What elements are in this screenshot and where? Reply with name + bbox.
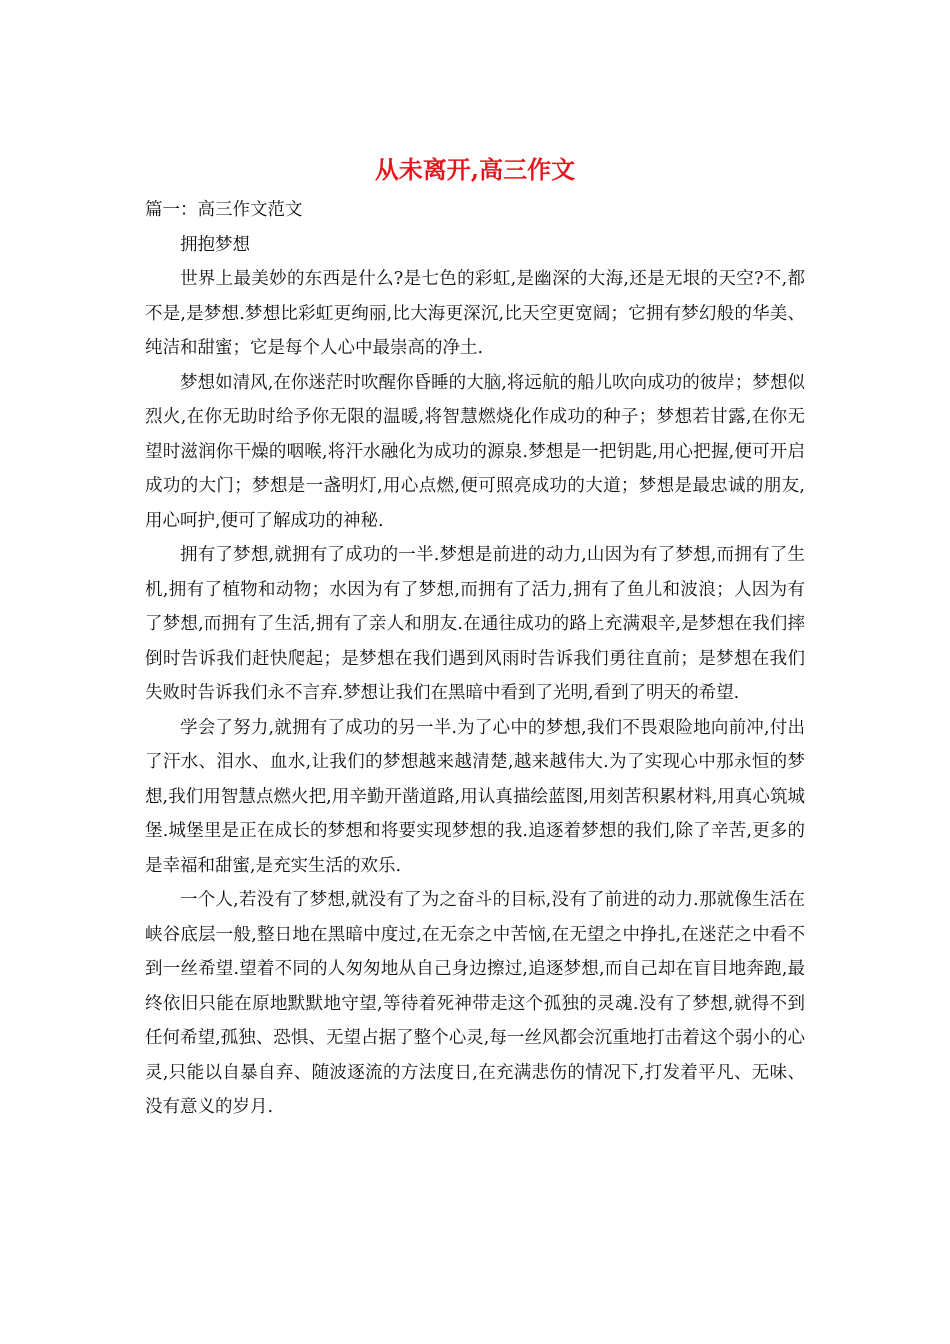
paragraph-3: 拥有了梦想,就拥有了成功的一半.梦想是前进的动力,山因为有了梦想,而拥有了生机,拥有了植物和动物；水因为有了梦想,而拥有了活力,拥有了鱼儿和波浪；人因为有了梦想,而拥有了生活,拥有了亲人和朋友.在通往成功的路上充满艰辛,是梦想在我们摔倒时告诉我们赶快爬起；是梦想在我们遇到风雨时告诉我们勇往直前；是梦想在我们失败时告诉我们永不言弃.梦想让我们在黑暗中看到了光明,看到了明天的希望. — [145, 545, 805, 703]
paragraph-2: 梦想如清风,在你迷茫时吹醒你昏睡的大脑,将远航的船儿吹向成功的彼岸；梦想似烈火,在你无助时给予你无限的温暖,将智慧燃烧化作成功的种子；梦想若甘露,在你无望时滋润你干燥的咽喉,将汗水融化为成功的源泉.梦想是一把钥匙,用心把握,便可开启成功的大门；梦想是一盏明灯,用心点燃,便可照亮成功的大道；梦想是最忠诚的朋友,用心呵护,便可了解成功的神秘. — [145, 372, 805, 531]
paragraph-1: 世界上最美妙的东西是什么?是七色的彩虹,是幽深的大海,还是无垠的天空?不,都不是,是梦想.梦想比彩虹更绚丽,比大海更深沉,比天空更宽阔；它拥有梦幻般的华美、纯洁和甜蜜；它是每个人心中最崇高的净土. — [145, 269, 805, 358]
paragraph-5: 一个人,若没有了梦想,就没有了为之奋斗的目标,没有了前进的动力.那就像生活在峡谷底层一般,整日地在黑暗中度过,在无奈之中苦恼,在无望之中挣扎,在迷茫之中看不到一丝希望.望着不同的人匆匆地从自己身边擦过,追逐梦想,而自己却在盲目地奔跑,最终依旧只能在原地默默地守望,等待着死神带走这个孤独的灵魂.没有了梦想,就得不到任何希望,孤独、恐惧、无望占据了整个心灵,每一丝风都会沉重地打击着这个弱小的心灵,只能以自暴自弃、随波逐流的方法度日,在充满悲伤的情况下,打发着平凡、无味、没有意义的岁月. — [145, 890, 805, 1117]
document-body — [145, 193, 805, 1125]
section-heading: 篇一：高三作文范文 — [145, 200, 303, 220]
paragraph-4: 学会了努力,就拥有了成功的另一半.为了心中的梦想,我们不畏艰险地向前冲,付出了汗水、泪水、血水,让我们的梦想越来越清楚,越来越伟大.为了实现心中那永恒的梦想,我们用智慧点燃火把,用辛勤开凿道路,用认真描绘蓝图,用刻苦积累材料,用真心筑城堡.城堡里是正在成长的梦想和将要实现梦想的我.追逐着梦想的我们,除了辛苦,更多的是幸福和甜蜜,是充实生活的欢乐. — [145, 717, 805, 876]
document-title: 从未离开,高三作文 — [374, 155, 576, 184]
essay-title: 拥抱梦想 — [180, 234, 250, 255]
